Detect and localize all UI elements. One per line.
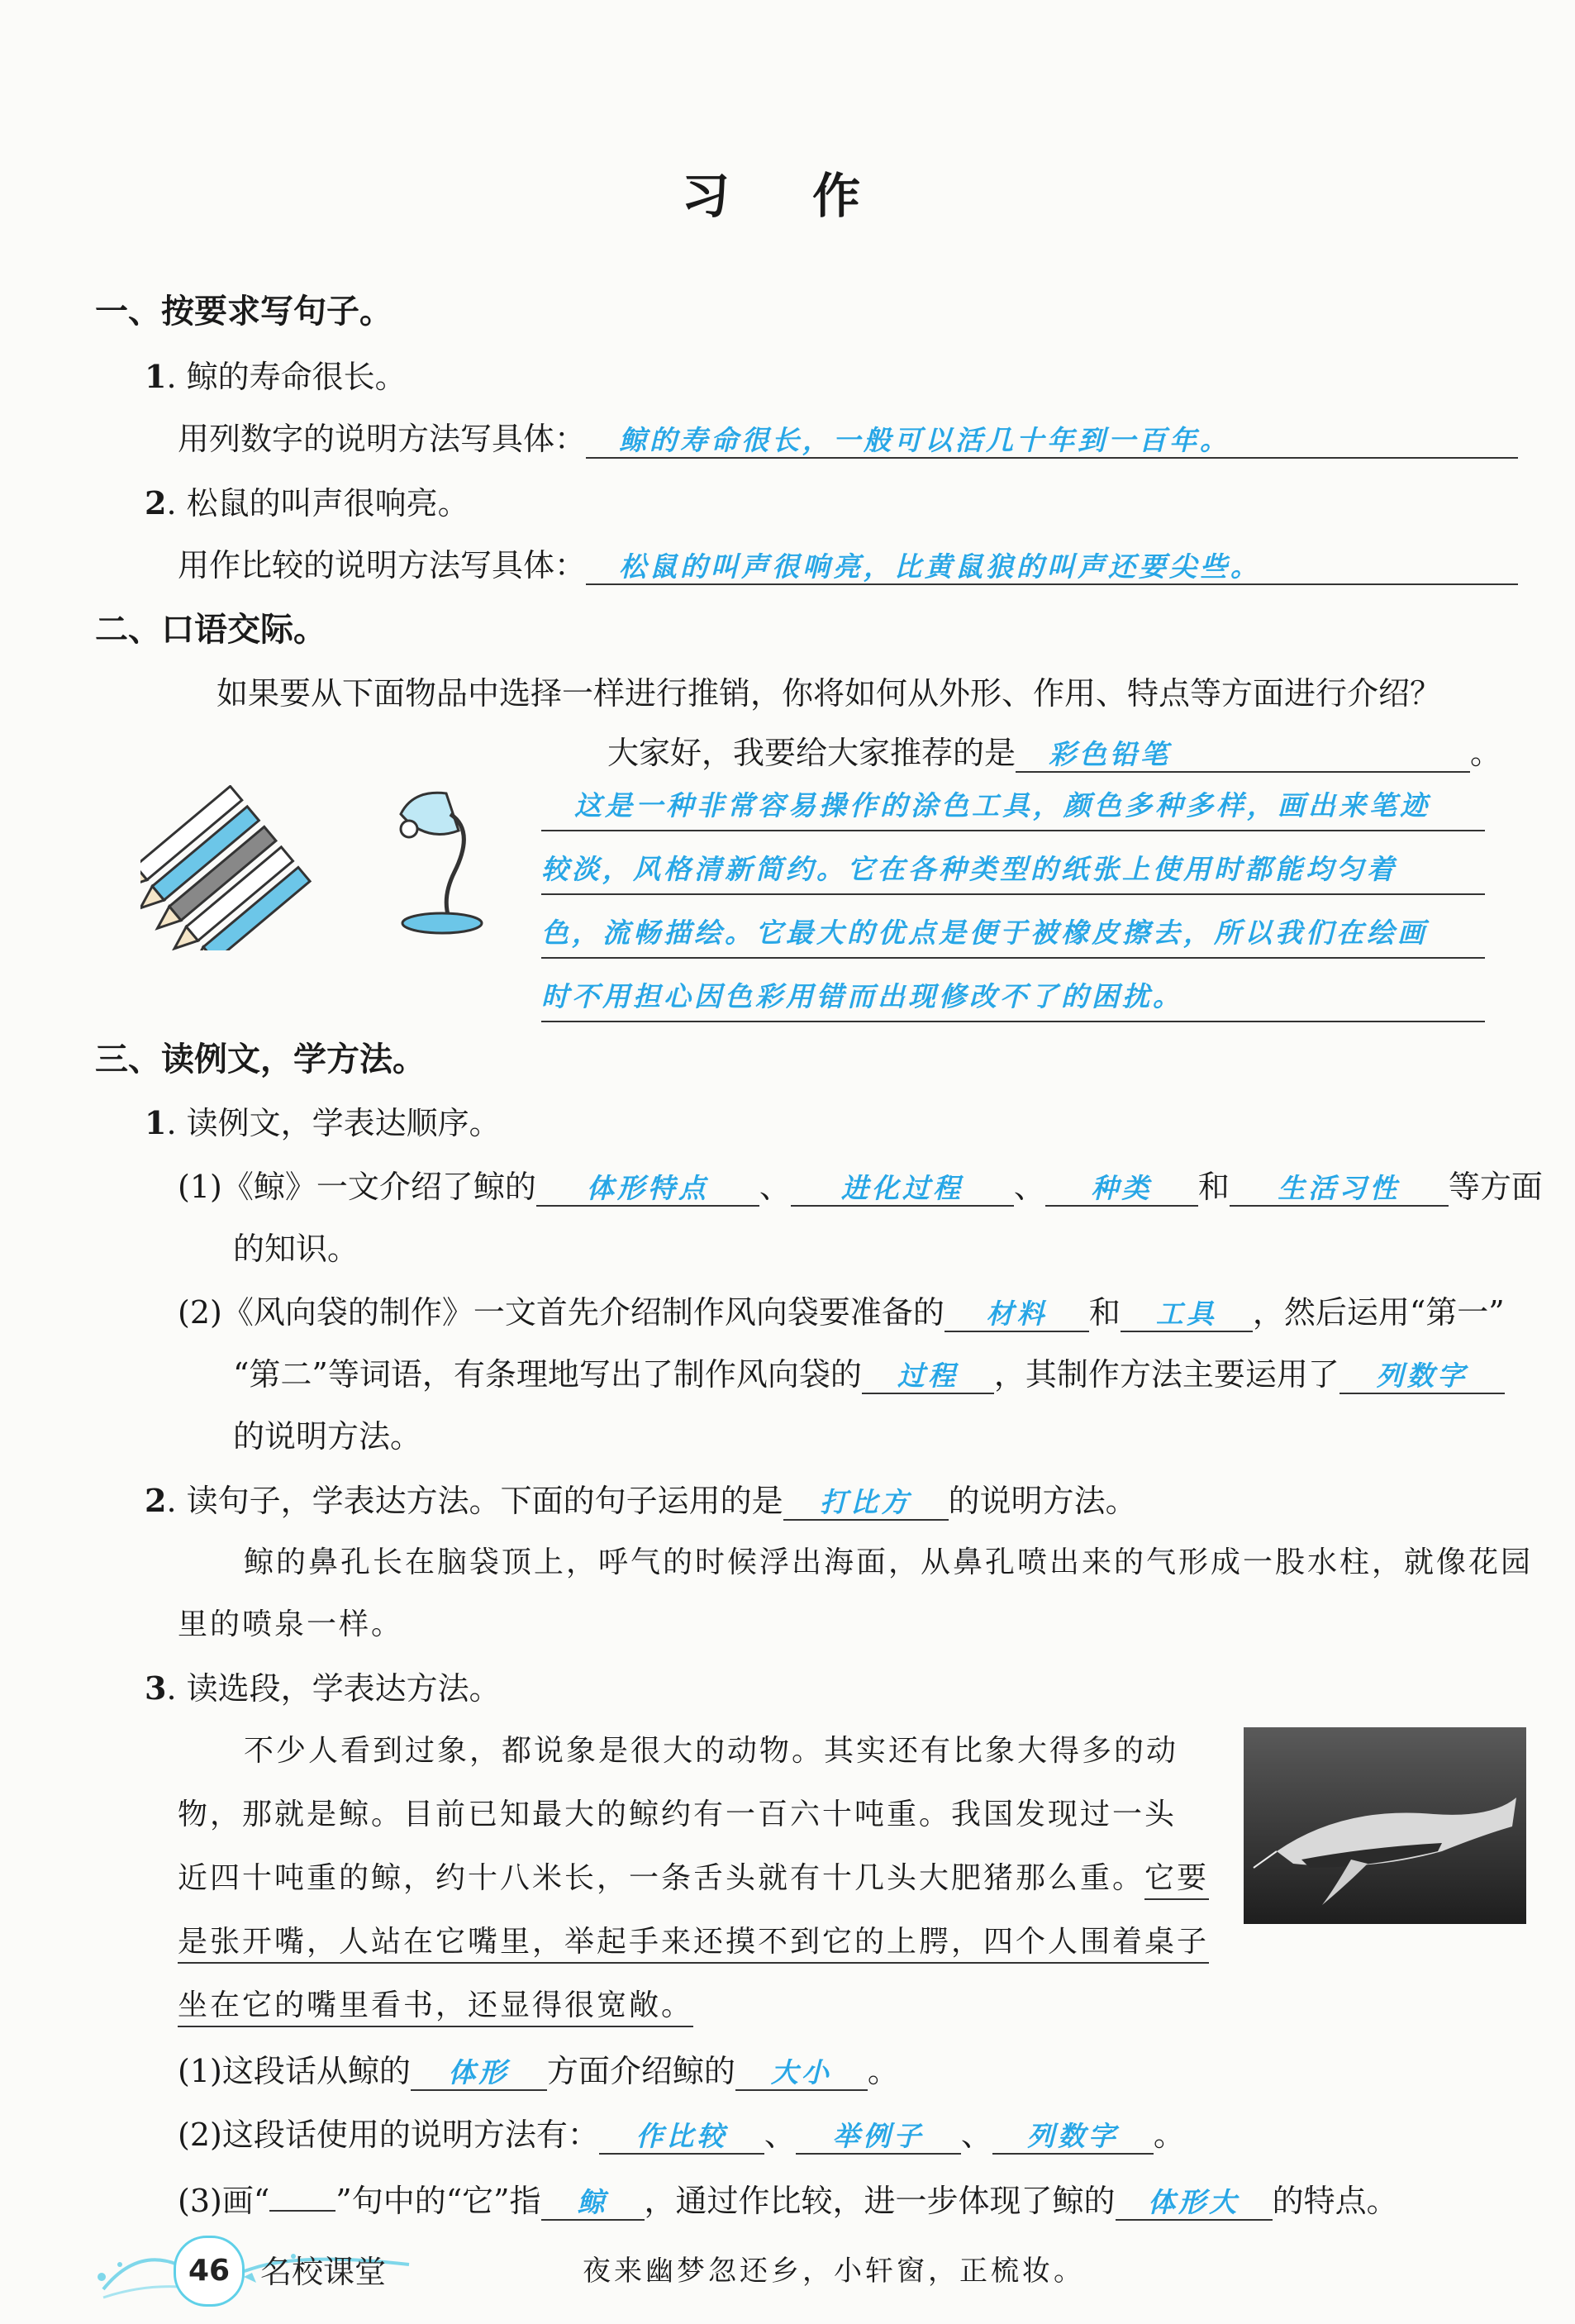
s3-q1-p1-cont: 的知识。 <box>233 1231 359 1267</box>
s3-q1-p2-line2: “第二”等词语，有条理地写出了制作风向袋的 过程 ，其制作方法主要运用了 列数字 <box>233 1349 1505 1394</box>
footer-poem: 夜来幽梦忽还乡，小轩窗，正梳妆。 <box>583 2255 1085 2288</box>
answer-field[interactable]: 工具 <box>1121 1294 1253 1332</box>
s3-q3-passage-line: 近四十吨重的鲸，约十八米长，一条舌头就有十几头大肥猪那么重。它要 <box>178 1855 1209 1897</box>
answer-field[interactable]: 列数字 <box>992 2117 1154 2155</box>
answer-field[interactable]: 种类 <box>1045 1169 1198 1207</box>
s3-q3-passage-line: 不少人看到过象，都说象是很大的动物。其实还有比象大得多的动 <box>244 1734 1179 1768</box>
s1-q2: 2. 松鼠的叫声很响亮。 <box>145 484 469 521</box>
handwriting-line[interactable]: 较淡，风格清新简约。它在各种类型的纸张上使用时都能均匀着 <box>541 832 1485 895</box>
answer-field[interactable]: 作比较 <box>599 2117 764 2155</box>
handwriting-line[interactable]: 色，流畅描绘。它最大的优点是便于被橡皮擦去，所以我们在绘画 <box>541 896 1485 959</box>
s3-q3: 3. 读选段，学表达方法。 <box>145 1669 501 1707</box>
answer-field[interactable]: 进化过程 <box>791 1169 1014 1207</box>
colored-pencils-icon <box>140 785 314 950</box>
s1-q2-prompt: 用作比较的说明方法写具体： 松鼠的叫声很响亮，比黄鼠狼的叫声还要尖些。 <box>178 540 1518 585</box>
quote-blank <box>269 2174 335 2212</box>
s1-q1: 1. 鲸的寿命很长。 <box>145 358 407 395</box>
s1-q1-prompt: 用列数字的说明方法写具体： 鲸的寿命很长，一般可以活几十年到一百年。 <box>178 413 1518 459</box>
answer-field[interactable]: 体形特点 <box>536 1169 759 1207</box>
answer-field[interactable]: 生活习性 <box>1230 1169 1449 1207</box>
answer-field[interactable]: 打比方 <box>783 1483 949 1521</box>
s3-q3-passage-line: 是张开嘴，人站在它嘴里，举起手来还摸不到它的上腭，四个人围着桌子 <box>178 1918 1209 1960</box>
s3-q3-passage-line: 坐在它的嘴里看书，还显得很宽敞。 <box>178 1982 693 2024</box>
footer-brand: 名校课堂 <box>260 2254 387 2290</box>
answer-field[interactable]: 松鼠的叫声很响亮，比黄鼠狼的叫声还要尖些。 <box>586 547 1518 585</box>
s3-q2-passage-1: 鲸的鼻孔长在脑袋顶上，呼气的时候浮出海面，从鼻孔喷出来的气形成一股水柱，就像花园 <box>244 1545 1534 1579</box>
s3-q3-sub2: (2)这段话使用的说明方法有： 作比较 、 举例子 、 列数字 。 <box>178 2117 1185 2153</box>
s3-q2-passage-2: 里的喷泉一样。 <box>178 1607 404 1641</box>
s2-intro: 大家好，我要给大家推荐的是 彩色铅笔 。 <box>607 735 1502 771</box>
answer-field[interactable]: 材料 <box>945 1294 1089 1332</box>
s3-q3-sub3: (3)画“ ”句中的“它”指 鲸 ，通过作比较，进一步体现了鲸的 体形大 的特点。 <box>178 2174 1398 2221</box>
section-3-heading: 三、读例文，学方法。 <box>95 1040 426 1079</box>
answer-field[interactable]: 体形大 <box>1116 2183 1273 2221</box>
s2-question: 如果要从下面物品中选择一样进行推销，你将如何从外形、作用、特点等方面进行介绍？ <box>217 675 1442 712</box>
s3-q1-p2-cont: 的说明方法。 <box>233 1418 422 1455</box>
answer-field[interactable]: 彩色铅笔 <box>1016 735 1470 773</box>
s3-q1-p1: (1)《鲸》一文介绍了鲸的 体形特点 、 进化过程 、 种类 和 生活习性 等方面 <box>178 1169 1543 1205</box>
page-title: 习 作 <box>681 168 894 224</box>
answer-field[interactable]: 举例子 <box>796 2117 961 2155</box>
page-number: 46 <box>174 2236 245 2307</box>
s3-q2: 2. 读句子，学表达方法。下面的句子运用的是 打比方 的说明方法。 <box>145 1482 1137 1519</box>
s3-q3-sub1: (1)这段话从鲸的 体形 方面介绍鲸的 大小 。 <box>178 2053 899 2089</box>
answer-field[interactable]: 鲸 <box>541 2183 645 2221</box>
answer-field[interactable]: 体形 <box>411 2053 547 2091</box>
desk-lamp-icon <box>376 781 492 938</box>
handwriting-line[interactable]: 这是一种非常容易操作的涂色工具，颜色多种多样，画出来笔迹 <box>541 769 1485 831</box>
answer-field[interactable]: 大小 <box>735 2053 868 2091</box>
handwriting-line[interactable]: 时不用担心因色彩用错而出现修改不了的困扰。 <box>541 960 1485 1022</box>
section-1-heading: 一、按要求写句子。 <box>95 292 393 331</box>
answer-field[interactable]: 过程 <box>862 1356 994 1394</box>
s3-q1: 1. 读例文，学表达顺序。 <box>145 1104 501 1141</box>
whale-photo <box>1244 1727 1526 1924</box>
section-2-heading: 二、口语交际。 <box>95 610 326 649</box>
answer-field[interactable]: 鲸的寿命很长，一般可以活几十年到一百年。 <box>586 421 1518 459</box>
s3-q3-passage-line: 物，那就是鲸。目前已知最大的鲸约有一百六十吨重。我国发现过一头 <box>178 1798 1178 1831</box>
answer-field[interactable]: 列数字 <box>1339 1356 1505 1394</box>
s3-q1-p2: (2)《风向袋的制作》一文首先介绍制作风向袋要准备的 材料 和 工具 ，然后运用“第一” <box>178 1294 1505 1331</box>
